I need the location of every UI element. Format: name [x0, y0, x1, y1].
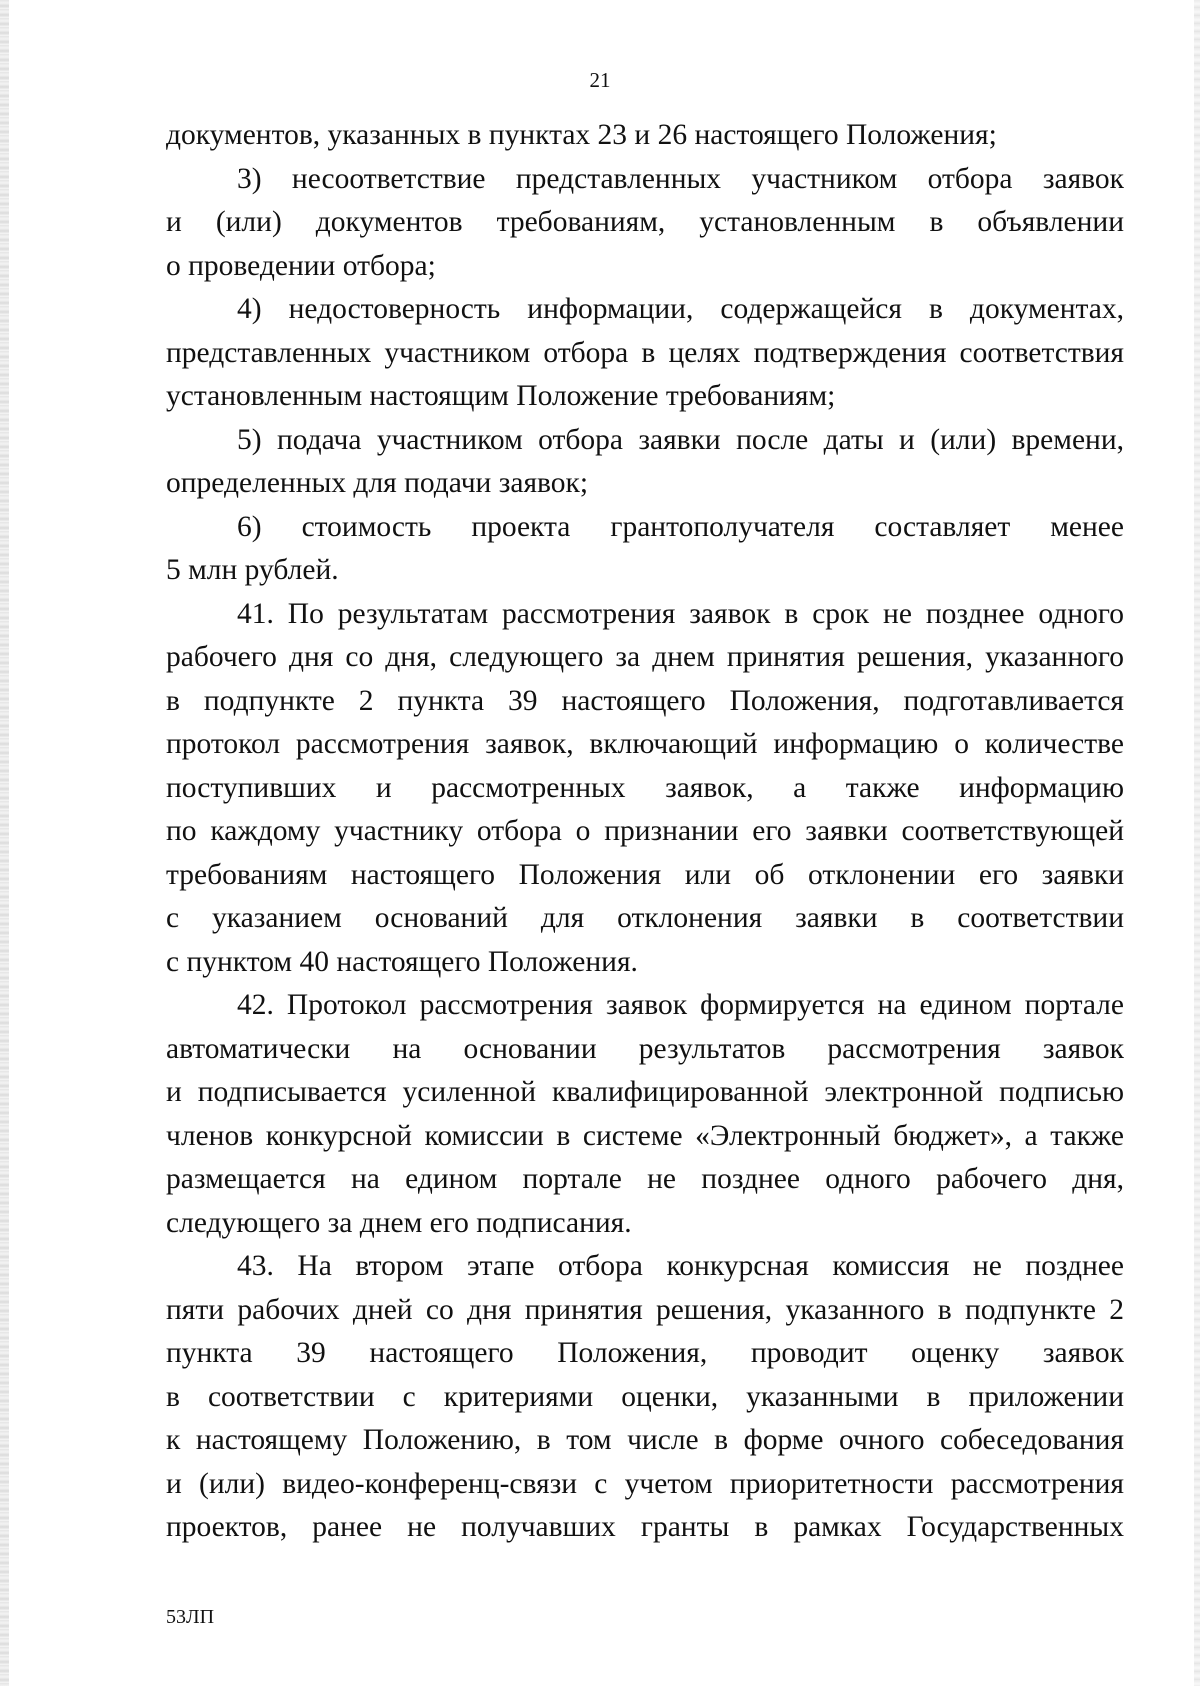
text-line: 43. На втором этапе отбора конкурсная комиссия не позднее [237, 1250, 1124, 1282]
text-line: рабочего дня со дня, следующего за днем принятия решения, указанного [166, 641, 1124, 673]
text-line: и подписывается усиленной квалифицированной электронной подписью [166, 1076, 1124, 1108]
text-line: 5) подача участником отбора заявки после даты и (или) времени, [237, 423, 1124, 456]
text-line: проектов, ранее не получавших гранты в рамках Государственных [166, 1511, 1124, 1543]
text-line: пяти рабочих дней со дня принятия решения, указанного в подпункте 2 [166, 1293, 1124, 1326]
text-line: следующего за днем его подписания. [166, 1206, 632, 1239]
footer-code: 53ЛП [166, 1606, 215, 1628]
text-line: 41. По результатам рассмотрения заявок в срок не позднее одного [237, 597, 1124, 630]
text-line: и (или) документов требованиям, установленным в объявлении [166, 206, 1124, 238]
text-line: и (или) видео-конференц-связи с учетом приоритетности рассмотрения [166, 1467, 1124, 1500]
text-line: 5 млн рублей. [166, 554, 339, 586]
text-line: 42. Протокол рассмотрения заявок формируется на едином портале [237, 989, 1124, 1021]
text-line: поступивших и рассмотренных заявок, а также информацию [166, 771, 1124, 804]
text-line: документов, указанных в пунктах 23 и 26 настоящего Положения; [166, 119, 997, 151]
text-line: протокол рассмотрения заявок, включающий информацию о количестве [166, 728, 1124, 760]
text-line: автоматически на основании результатов рассмотрения заявок [166, 1032, 1124, 1065]
text-line: представленных участником отбора в целях подтверждения соответствия [166, 336, 1124, 369]
text-line: установленным настоящим Положение требованиям; [166, 380, 836, 412]
scan-left-edge [0, 0, 9, 1686]
scan-right-edge [1194, 0, 1200, 1686]
text-line: в соответствии с критериями оценки, указанными в приложении [166, 1380, 1124, 1413]
text-line: по каждому участнику отбора о признании его заявки соответствующей [166, 815, 1124, 847]
text-line: с пунктом 40 настоящего Положения. [166, 945, 638, 978]
document-body [166, 114, 1124, 1550]
text-line: 4) недостоверность информации, содержащейся в документах, [237, 293, 1124, 325]
text-line: определенных для подачи заявок; [166, 467, 589, 499]
text-line: размещается на едином портале не позднее одного рабочего дня, [166, 1163, 1124, 1195]
text-line: требованиям настоящего Положения или об отклонении его заявки [166, 858, 1124, 891]
text-line: членов конкурсной комиссии в системе «Электронный бюджет», а также [166, 1119, 1124, 1152]
text-line: 3) несоответствие представленных участником отбора заявок [237, 162, 1124, 195]
text-line: с указанием оснований для отклонения заявки в соответствии [166, 902, 1124, 934]
text-line: в подпункте 2 пункта 39 настоящего Положения, подготавливается [166, 684, 1124, 717]
text-line: о проведении отбора; [166, 249, 436, 282]
text-line: 6) стоимость проекта грантополучателя составляет менее [237, 510, 1124, 543]
page-number: 21 [589, 68, 611, 92]
text-line: пункта 39 настоящего Положения, проводит оценку заявок [166, 1337, 1124, 1369]
text-line: к настоящему Положению, в том числе в форме очного собеседования [166, 1424, 1124, 1456]
